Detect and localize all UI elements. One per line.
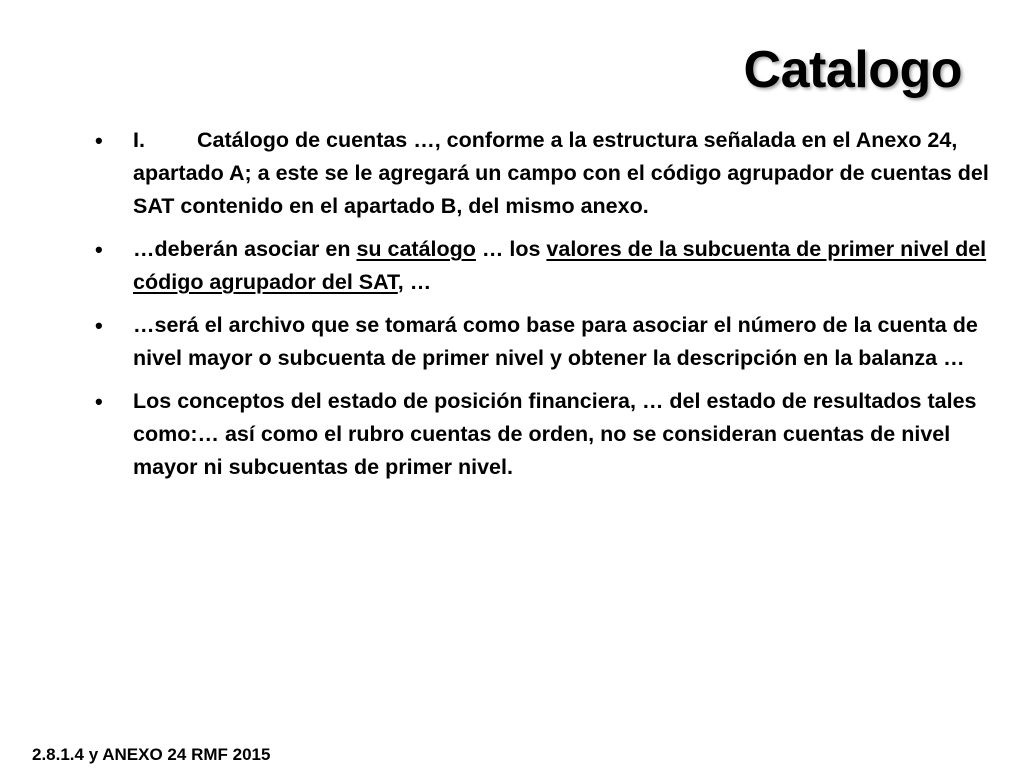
slide-title: Catalogo: [743, 41, 962, 99]
bullet-dot-icon: •: [95, 313, 103, 338]
bullet-text: Catálogo de cuentas …, conforme a la estructura señalada en el Anexo 24, apartado A; a este se le agregará un campo con el código agrupador de cuentas del SAT contenido en el apartado B, del mismo anexo.: [133, 128, 989, 218]
footer-reference: 2.8.1.4 y ANEXO 24 RMF 2015: [32, 745, 271, 764]
bullet-number: I.: [133, 128, 145, 152]
bullet-text-segment: … los: [475, 237, 547, 261]
bullet-item-3: [95, 309, 1000, 375]
bullet-text-underlined: su catálogo: [356, 237, 476, 261]
bullet-text-segment: …deberán asociar en: [133, 237, 357, 261]
bullet-text: …será el archivo que se tomará como base para asociar el número de la cuenta de nivel mayor o subcuenta de primer nivel y obtener la descripción en la balanza …: [133, 313, 978, 370]
bullet-dot-icon: •: [95, 389, 103, 414]
bullet-item-4: [95, 385, 1000, 484]
bullet-item-2: [95, 233, 1000, 299]
bullet-text-underlined: valores de la subcuenta de primer nivel del código agrupador del SAT: [133, 237, 987, 294]
bullet-list: [95, 124, 1000, 494]
bullet-item-1: [95, 124, 1000, 223]
bullet-text-segment: , …: [397, 270, 432, 294]
bullet-dot-icon: •: [95, 237, 103, 262]
bullet-text: Los conceptos del estado de posición financiera, … del estado de resultados tales como:… así como el rubro cuentas de orden, no se consideran cuentas de nivel mayor ni subcuentas de primer nivel.: [133, 389, 977, 479]
bullet-dot-icon: •: [95, 128, 103, 153]
